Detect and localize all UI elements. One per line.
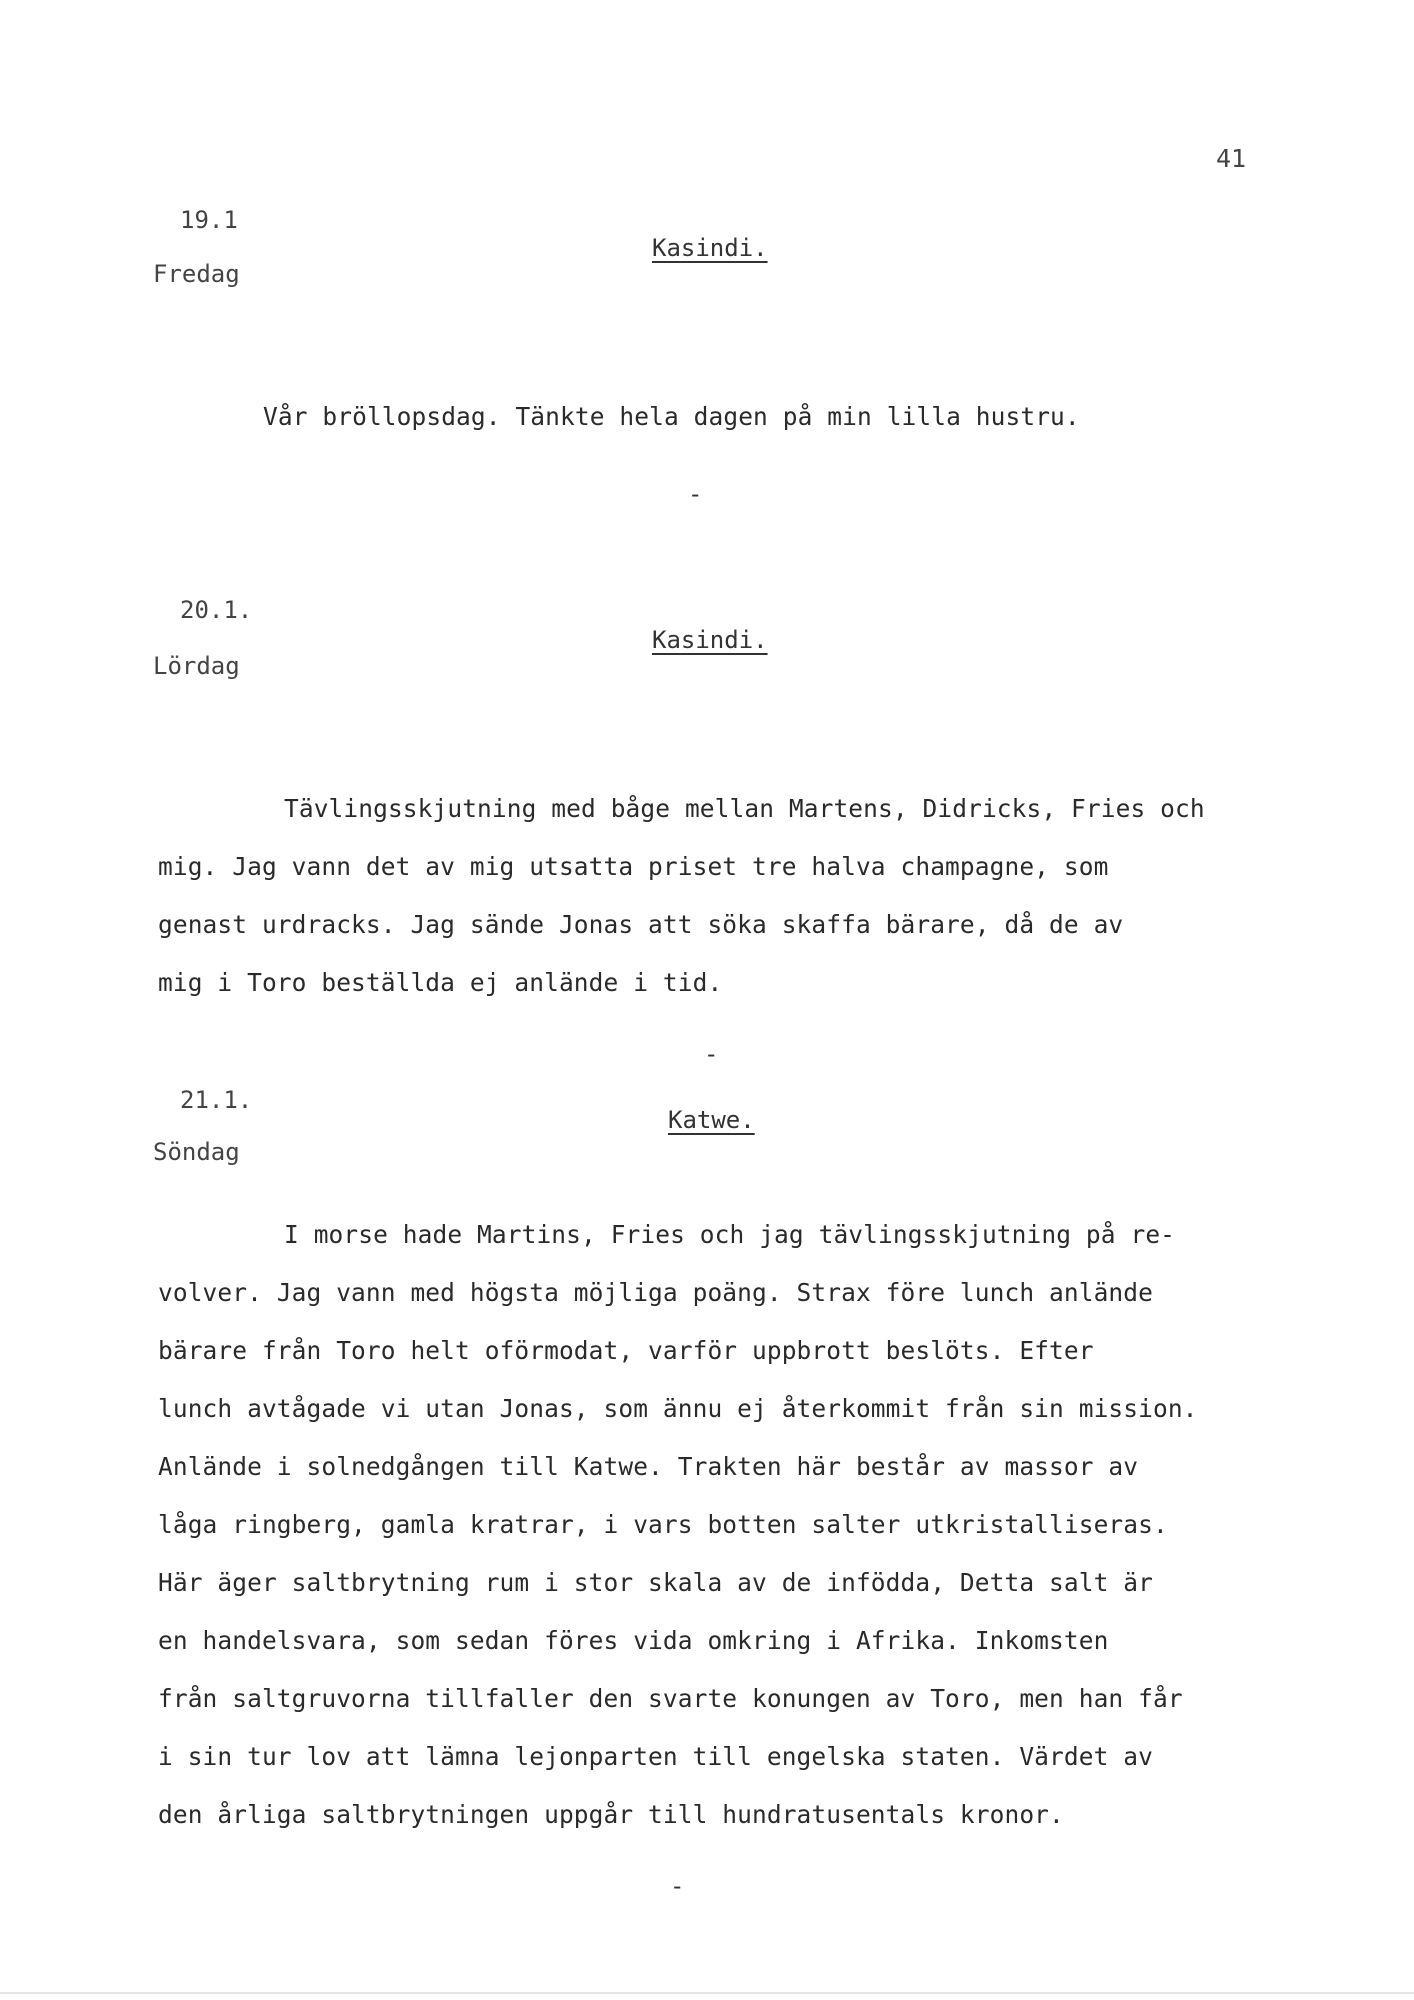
entry-separator: - bbox=[670, 1872, 685, 1900]
entry-line: I morse hade Martins, Fries och jag tävlingsskjutning på re- bbox=[284, 1220, 1176, 1249]
entry-place: Kasindi. bbox=[652, 234, 768, 262]
entry-place: Kasindi. bbox=[652, 626, 768, 654]
entry-line: mig. Jag vann det av mig utsatta priset tre halva champagne, som bbox=[158, 852, 1109, 881]
entry-line: bärare från Toro helt oförmodat, varför uppbrott beslöts. Efter bbox=[158, 1336, 1094, 1365]
entry-place: Katwe. bbox=[668, 1106, 755, 1134]
entry-line: den årliga saltbrytningen uppgår till hundratusentals kronor. bbox=[158, 1800, 1064, 1829]
entry-line: Vår bröllopsdag. Tänkte hela dagen på min lilla hustru. bbox=[263, 402, 1080, 431]
entry-day: Fredag bbox=[153, 260, 240, 288]
entry-line: genast urdracks. Jag sände Jonas att söka skaffa bärare, då de av bbox=[158, 910, 1124, 939]
entry-line: mig i Toro beställda ej anlände i tid. bbox=[158, 968, 723, 997]
entry-line: Här äger saltbrytning rum i stor skala av de infödda, Detta salt är bbox=[158, 1568, 1153, 1597]
page-edge-line bbox=[0, 1992, 1414, 1994]
entry-day: Lördag bbox=[153, 652, 240, 680]
entry-separator: - bbox=[688, 480, 703, 508]
entry-line: volver. Jag vann med högsta möjliga poäng. Strax före lunch anlände bbox=[158, 1278, 1153, 1307]
entry-line: i sin tur lov att lämna lejonparten till engelska staten. Värdet av bbox=[158, 1742, 1153, 1771]
entry-date: 19.1 bbox=[180, 206, 238, 234]
entry-separator: - bbox=[704, 1040, 719, 1068]
entry-date: 21.1. bbox=[180, 1086, 253, 1114]
entry-line: från saltgruvorna tillfaller den svarte konungen av Toro, men han får bbox=[158, 1684, 1183, 1713]
entry-line: en handelsvara, som sedan föres vida omkring i Afrika. Inkomsten bbox=[158, 1626, 1109, 1655]
entry-line: Anlände i solnedgången till Katwe. Trakten här består av massor av bbox=[158, 1452, 1139, 1481]
entry-line: Tävlingsskjutning med båge mellan Martens, Didricks, Fries och bbox=[284, 794, 1205, 823]
entry-date: 20.1. bbox=[180, 596, 253, 624]
entry-day: Söndag bbox=[153, 1138, 240, 1166]
entry-line: låga ringberg, gamla kratrar, i vars botten salter utkristalliseras. bbox=[158, 1510, 1168, 1539]
entry-line: lunch avtågade vi utan Jonas, som ännu ej återkommit från sin mission. bbox=[158, 1394, 1198, 1423]
page-number: 41 bbox=[1216, 144, 1247, 173]
